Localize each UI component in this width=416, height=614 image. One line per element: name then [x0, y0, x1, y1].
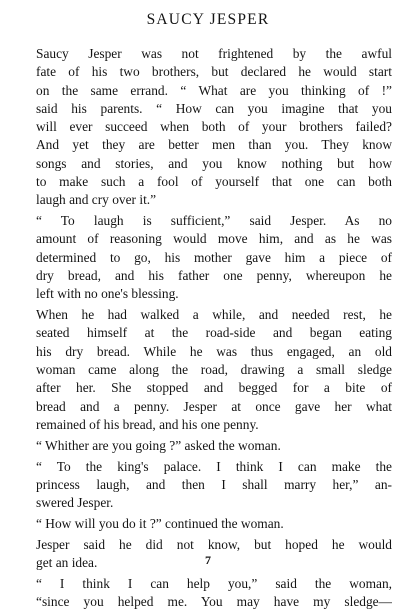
text-line: his dry bread. While he was thus engaged, an old	[36, 343, 392, 359]
paragraph	[36, 575, 392, 612]
paragraph	[36, 306, 392, 434]
body-text	[36, 45, 392, 614]
text-line: after her. She stopped and begged for a bite of	[36, 380, 392, 396]
paragraph	[36, 45, 392, 210]
page-number: 7	[205, 553, 211, 567]
paragraph	[36, 212, 392, 303]
text-line: on the same errand. “ What are you thinking of !”	[36, 82, 392, 98]
text-line: And yet they are better men than you. They know	[36, 137, 392, 153]
text-line: bread and a penny. Jesper at once gave her what	[36, 398, 392, 414]
text-line: will ever succeed when both of your brothers failed?	[36, 119, 392, 135]
text-line: determined to go, his mother gave him a piece of	[36, 249, 392, 265]
text-line: When he had walked a while, and needed rest, he	[36, 307, 392, 323]
text-line: get an idea.	[36, 555, 98, 571]
text-line: songs and stories, and you know nothing but how	[36, 155, 392, 171]
text-line: left with no one's blessing.	[36, 286, 179, 302]
text-line: Saucy Jesper was not frightened by the awful	[36, 46, 392, 61]
text-line: woman came along the road, drawing a small sledge	[36, 362, 392, 378]
text-line: dry bread, and his father one penny, whereupon he	[36, 268, 392, 284]
text-line: “ To laugh is sufficient,” said Jesper. As no	[36, 213, 392, 229]
text-line: remained of his bread, and his one penny.	[36, 416, 259, 432]
text-line: to make such a fool of yourself that one can both	[36, 174, 392, 190]
text-line: seated himself at the road-side and began eating	[36, 325, 392, 341]
running-head: SAUCY JESPER	[146, 11, 270, 28]
text-line: swered Jesper.	[36, 495, 114, 511]
text-line: “ I think I can help you,” said the woman,	[36, 575, 392, 591]
paragraph	[36, 515, 392, 533]
text-line: “ Whither are you going ?” asked the woman.	[36, 437, 281, 453]
text-line: amount of reasoning would move him, and as he was	[36, 231, 392, 247]
text-line: “since you helped me. You may have my sledge—	[36, 594, 392, 610]
paragraph	[36, 437, 392, 455]
text-line: fate of his two brothers, but declared he would start	[36, 64, 392, 80]
text-line: said his parents. “ How can you imagine that you	[36, 100, 392, 116]
paragraph	[36, 458, 392, 513]
text-line: “ To the king's palace. I think I can make the	[36, 458, 392, 474]
text-line: laugh and cry over it.”	[36, 192, 157, 208]
text-line: princess laugh, and then I shall marry her,” an-	[36, 476, 392, 492]
text-line: Jesper said he did not know, but hoped he would	[36, 536, 392, 552]
text-line: “ How will you do it ?” continued the woman.	[36, 515, 284, 531]
